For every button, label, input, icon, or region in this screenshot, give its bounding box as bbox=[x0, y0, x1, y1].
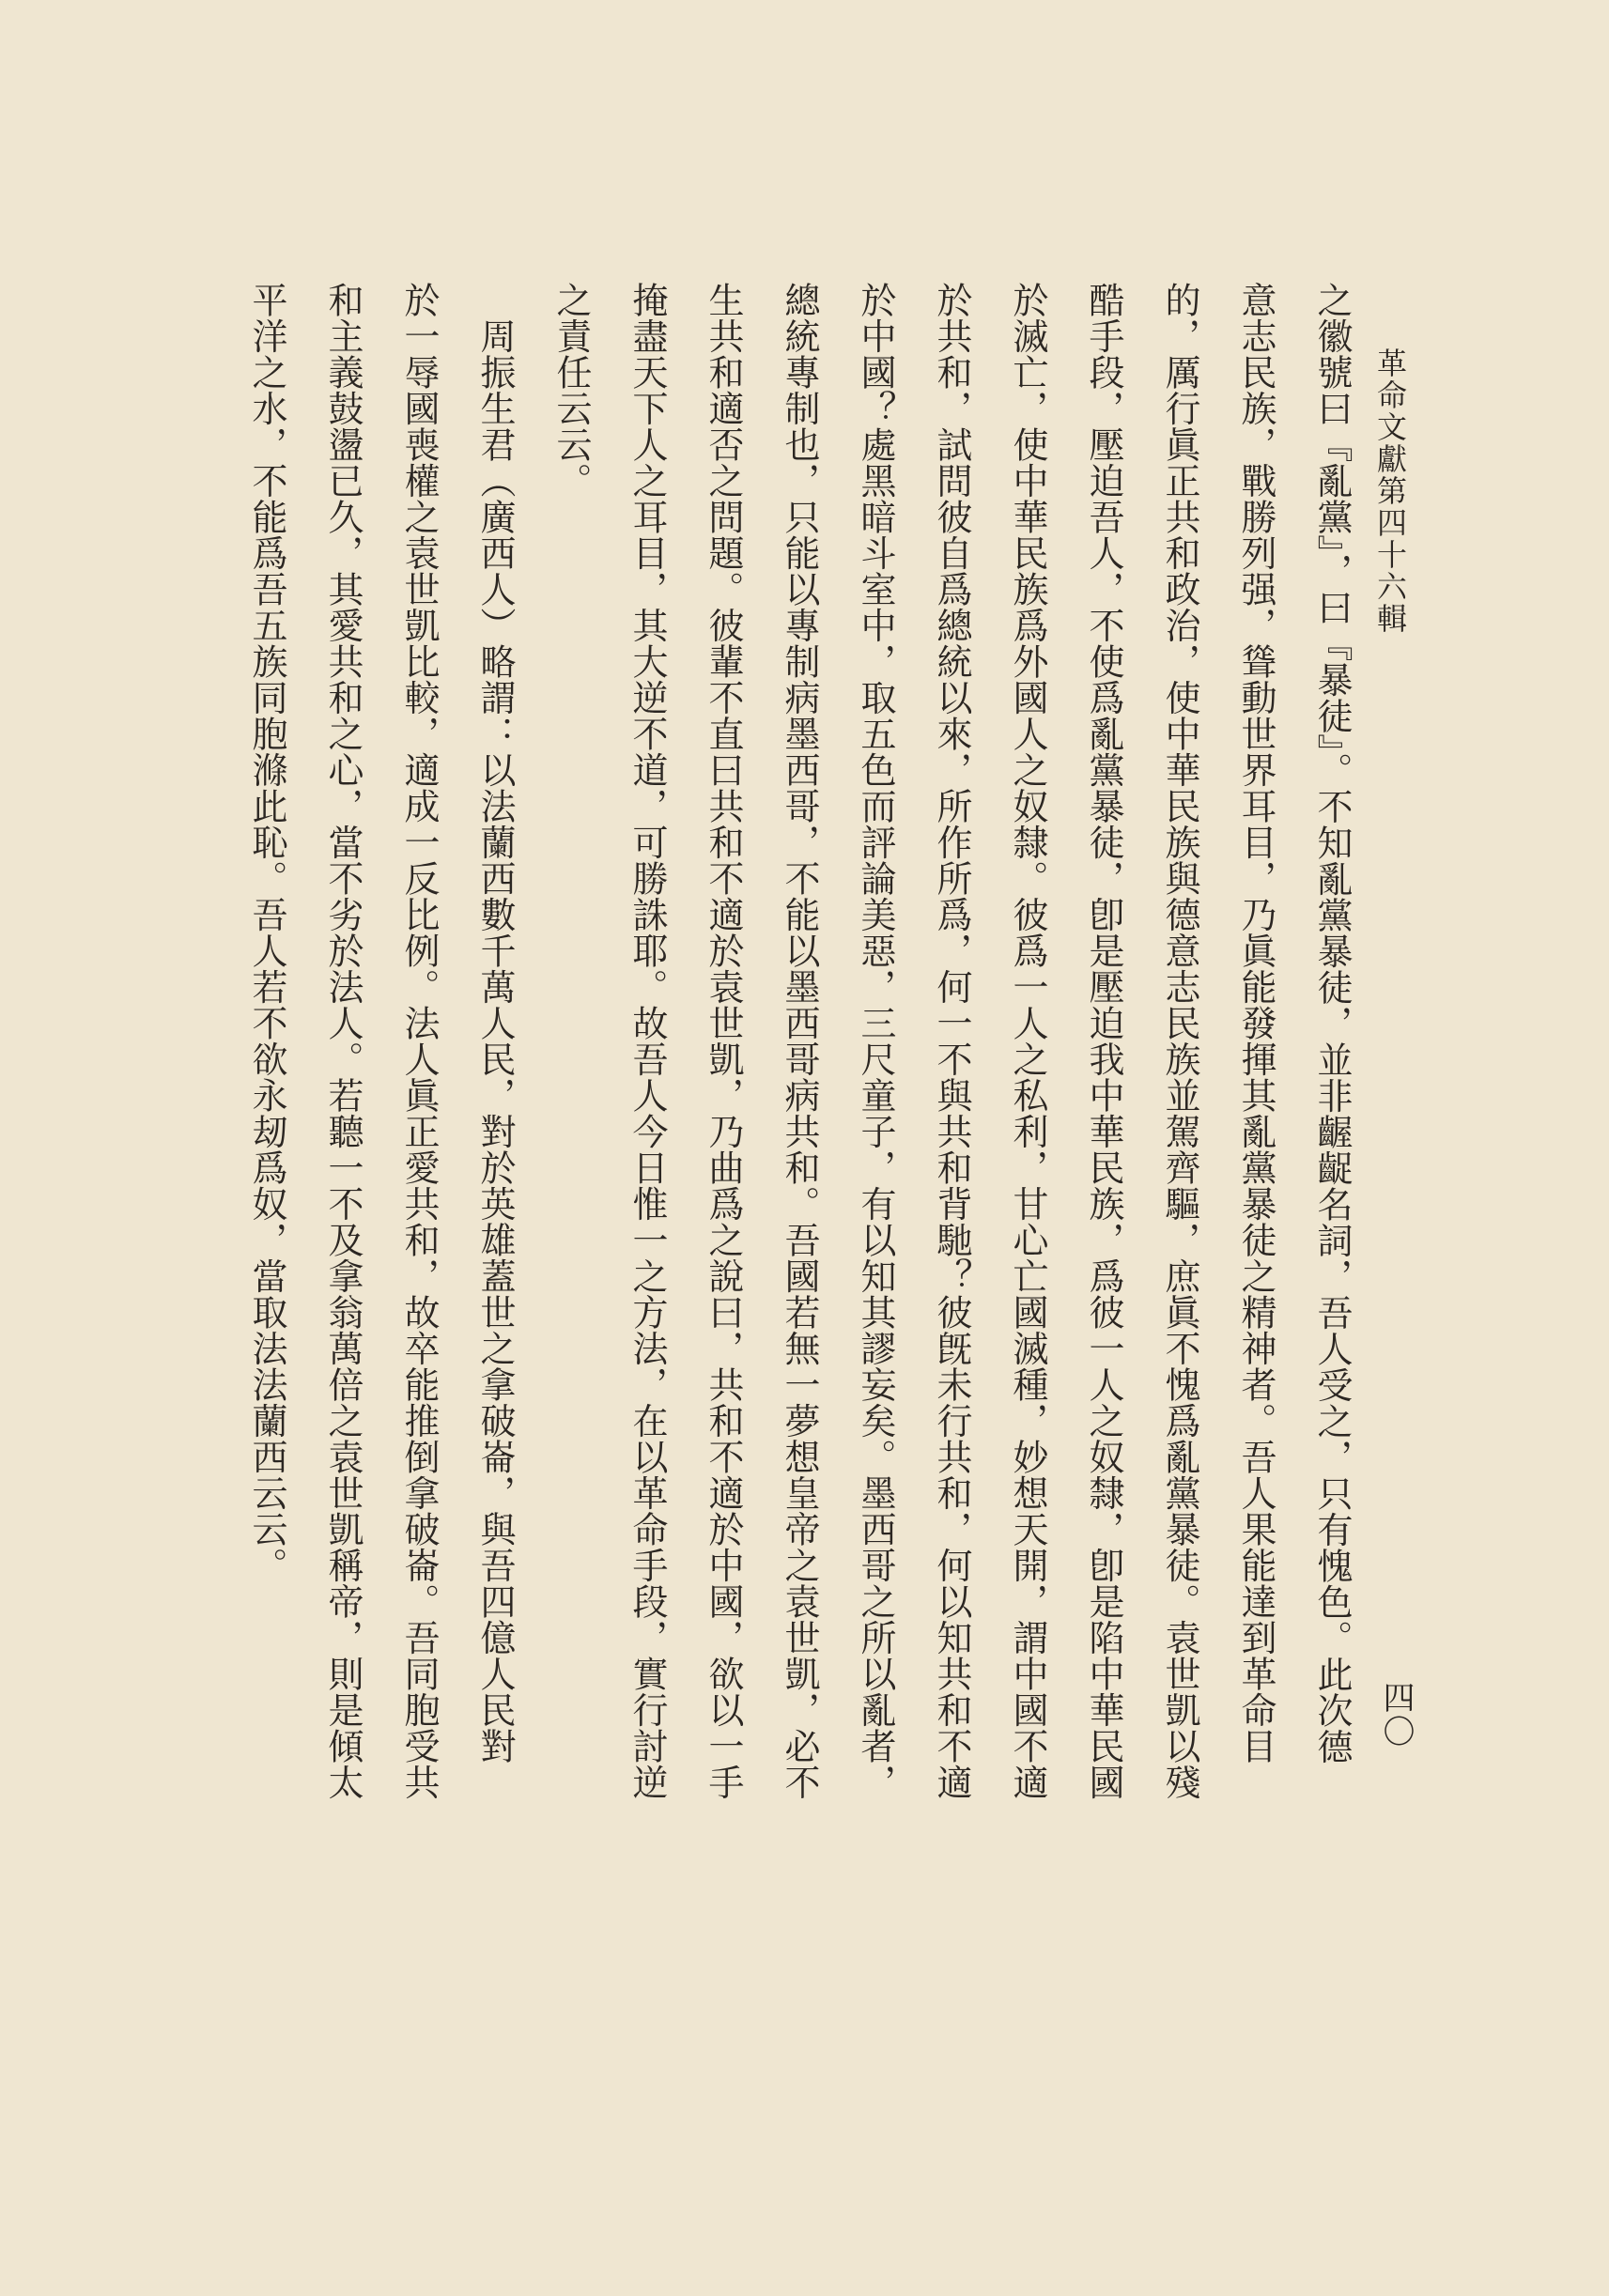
body-text bbox=[228, 282, 1369, 1800]
text-column: 於共和，試問彼自爲總統以來，所作所爲，何一不與共和背馳？彼旣未行共和，何以知共和不適 bbox=[931, 282, 972, 1800]
text-column: 生共和適否之問題。彼輩不直曰共和不適於袁世凱，乃曲爲之說曰，共和不適於中國，欲以一手 bbox=[703, 282, 744, 1800]
text-column: 之徽號曰『亂黨』，曰『暴徒』。不知亂黨暴徒，並非齷齪名詞，吾人受之，只有愧色。此次德 bbox=[1311, 282, 1353, 1764]
text-column: 於滅亡，使中華民族爲外國人之奴隸。彼爲一人之私利，甘心亡國滅種，妙想天開，謂中國不適 bbox=[1007, 282, 1048, 1800]
text-column: 於中國？處黑暗斗室中，取五色而評論美惡，三尺童子，有以知其謬妄矣。墨西哥之所以亂者， bbox=[855, 282, 896, 1800]
page-number: 四〇 bbox=[1377, 1681, 1415, 1749]
text-column: 和主義鼓盪已久，其愛共和之心，當不劣於法人。若聽一不及拿翁萬倍之袁世凱稱帝，則是傾太 bbox=[322, 282, 364, 1800]
text-column: 於一辱國喪權之袁世凱比較，適成一反比例。法人眞正愛共和，故卒能推倒拿破崙。吾同胞受共 bbox=[398, 282, 440, 1800]
text-column: 之責任云云。 bbox=[550, 282, 592, 499]
text-column: 周振生君（廣西人）略謂：以法蘭西數千萬人民，對於英雄蓋世之拿破崙，與吾四億人民對 bbox=[474, 282, 516, 1764]
running-header-title: 革命文獻第四十六輯 bbox=[1372, 347, 1408, 635]
text-column: 平洋之水，不能爲吾五族同胞滌此恥。吾人若不欲永刼爲奴，當取法法蘭西云云。 bbox=[246, 282, 287, 1583]
text-column: 酷手段，壓迫吾人，不使爲亂黨暴徒，卽是壓迫我中華民族，爲彼一人之奴隸，卽是陷中華民國 bbox=[1083, 282, 1124, 1800]
text-column: 總統專制也，只能以專制病墨西哥，不能以墨西哥病共和。吾國若無一夢想皇帝之袁世凱，必不 bbox=[779, 282, 820, 1800]
text-column: 掩盡天下人之耳目，其大逆不道，可勝誅耶。故吾人今日惟一之方法，在以革命手段，實行討逆 bbox=[627, 282, 668, 1800]
text-column: 意志民族，戰勝列强，聳動世界耳目，乃眞能發揮其亂黨暴徒之精神者。吾人果能達到革命目 bbox=[1235, 282, 1276, 1764]
text-column: 的，厲行眞正共和政治，使中華民族與德意志民族並駕齊驅，庶眞不愧爲亂黨暴徒。袁世凱以殘 bbox=[1159, 282, 1200, 1800]
